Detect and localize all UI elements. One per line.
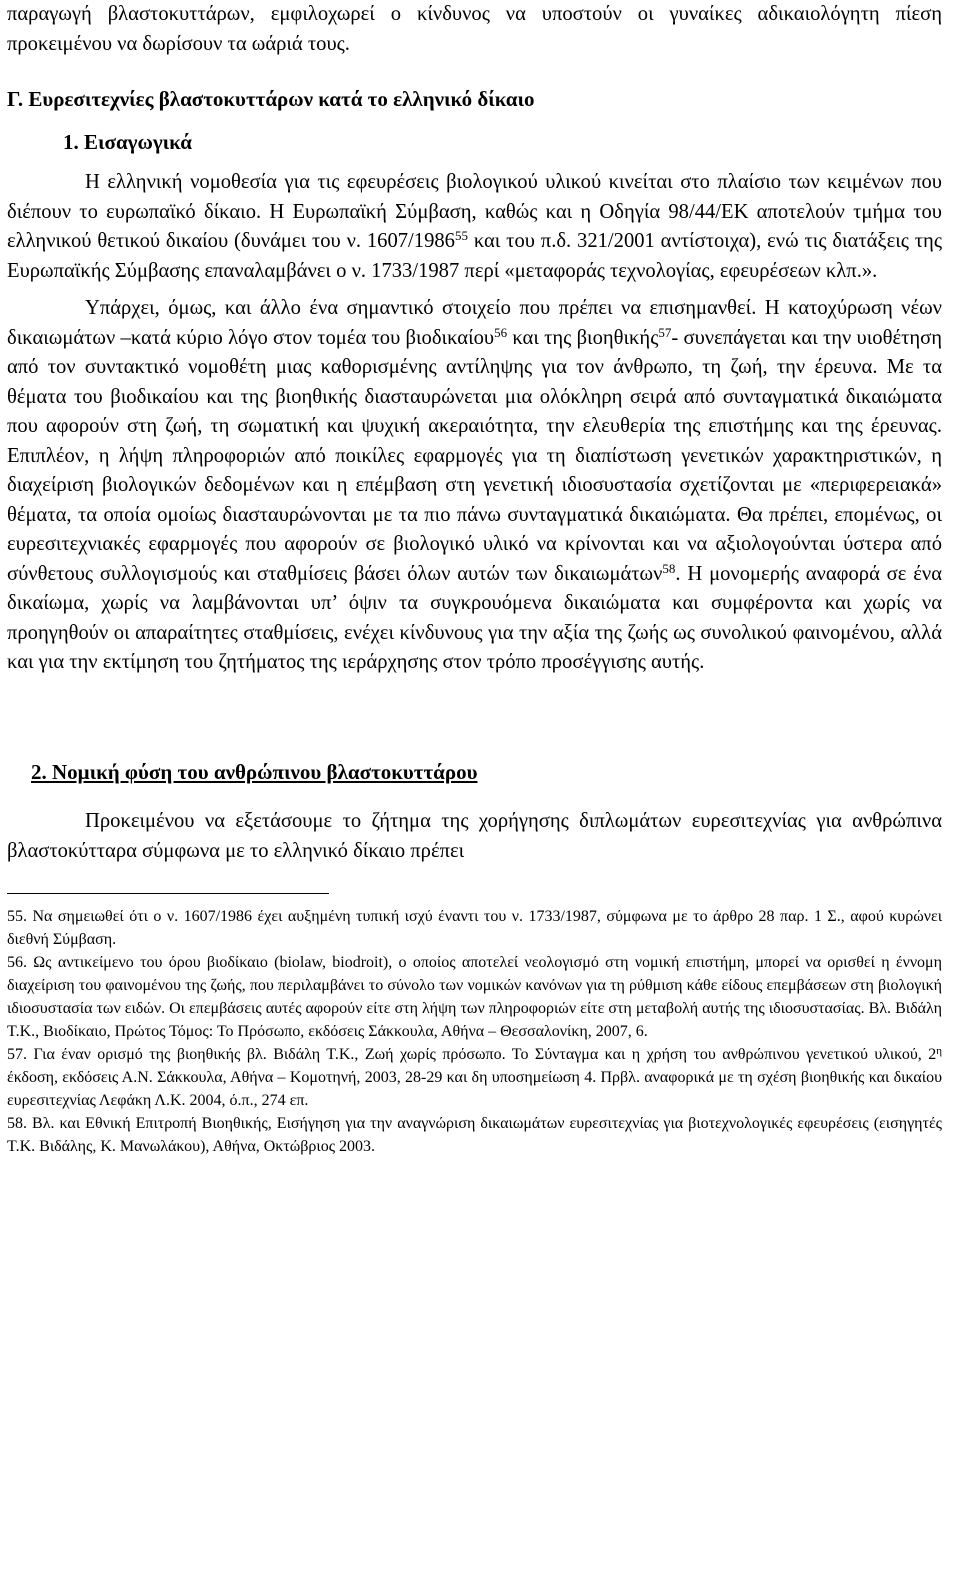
footnote-ref-56[interactable]: 56	[494, 324, 508, 340]
footnotes-section	[7, 905, 942, 1158]
paragraph-new-rights: Υπάρχει, όμως, και άλλο ένα σημαντικό στοιχείο που πρέπει να επισημανθεί. Η κατοχύρωση νέων δικαιωμάτων –κατά κύριο λόγο στον τομέα του βιοδικαίου$^{56}$ και της βιοηθικής$^{57}$- συνεπάγεται και την υιοθέτηση από τον συντακτικό νομοθέτη μιας καθορισμένης αντίληψης για τον άνθρωπο, τη ζωή, την έρευνα. Με τα θέματα του βιοδικαίου και της βιοηθικής διασταυρώνεται μια ολόκληρη σειρά από συνταγματικά δικαιώματα που αφορούν στη ζωή, τη σωματική και ψυχική ακεραιότητα, την ελευθερία της επιστήμης και της έρευνας. Επιπλέον, η λήψη πληροφοριών από ποικίλες εφαρμογές για τη διαπίστωση γενετικών χαρακτηριστικών, η διαχείριση βιολογικών δεδομένων και η επέμβαση στη γενετική ιδιοσυστασία σχετίζονται με «περιφερειακά» θέματα, τα οποία ομοίως διασταυρώνονται με τα πιο πάνω συνταγματικά δικαιώματα. Θα πρέπει, επομένως, οι ευρεσιτεχνιακές εφαρμογές που αφορούν σε βιολογικό υλικό να κρίνονται και να αξιολογούνται ύστερα από σύνθετους συλλογισμούς και σταθμίσεις βάσει όλων αυτών των δικαιωμάτων$^{58}$. Η μονομερής αναφορά σε ένα δικαίωμα, χωρίς να λαμβάνονται υπ’ όψιν τα συγκρουόμενα δικαιώματα και συμφέροντα και χωρίς να προηγηθούν οι απαραίτητες σταθμίσεις, ενέχει κίνδυνους για την αξία της ζωής ως συνολικού φαινομένου, αλλά και για την εκτίμηση του ζητήματος της ιεράρχησης στον τρόπο προσέγγισης αυτής.	[7, 297, 943, 673]
subsection-heading-legal-nature: 2. Νομική φύση του ανθρώπινου βλαστοκυττάρου	[31, 759, 478, 784]
paragraph-legislation: Η ελληνική νομοθεσία για τις εφευρέσεις βιολογικού υλικού κινείται στο πλαίσιο των κειμένων που διέπουν το ευρωπαϊκό δίκαιο. Η Ευρωπαϊκή Σύμβαση, καθώς και η Οδηγία 98/44/ΕΚ αποτελούν τμήμα του ελληνικού θετικού δικαίου (δυνάμει του ν. 1607/1986$^{55}$ και του π.δ. 321/2001 αντίστοιχα), ενώ τις διατάξεις της Ευρωπαϊκής Σύμβασης επαναλαμβάνει ο ν. 1733/1987 περί «μεταφοράς τεχνολογίας, εφευρέσεων κλπ.».	[7, 171, 942, 282]
document-page	[7, 0, 942, 1158]
footnote-ref-57[interactable]: 57	[658, 324, 672, 340]
footnote-55: 55. Να σημειωθεί ότι ο ν. 1607/1986 έχει αυξημένη τυπική ισχύ έναντι του ν. 1733/1987, σύμφωνα με το άρθρο 28 παρ. 1 Σ., αφού κυρώνει διεθνή Σύμβαση.	[7, 908, 942, 948]
footnote-57: 57. Για έναν ορισμό της βιοηθικής βλ. Βιδάλη Τ.Κ., Ζωή χωρίς πρόσωπο. Το Σύνταγμα και η χρήση του ανθρώπινου γενετικού υλικού, $2^\eta$ έκδοση, εκδόσεις Α.Ν. Σάκκουλα, Αθήνα – Κομοτηνή, 2003, 28-29 και δη υποσημείωση 4. Πρβλ. αναφορικά με τη σχέση βιοηθικής και δικαίου ευρεσιτεχνίας Λεφάκη Λ.Κ. 2004, ό.π., 274 επ.	[7, 1044, 942, 1109]
footnote-58: 58. Βλ. και Εθνική Επιτροπή Βιοηθικής, Εισήγηση για την αναγνώριση δικαιωμάτων ευρεσιτεχνίας για βιοτεχνολογικές εφευρέσεις (εισηγητές Τ.Κ. Βιδάλης, Κ. Μανωλάκου), Αθήνα, Οκτώβριος 2003.	[7, 1115, 942, 1155]
footnote-ref-55[interactable]: 55	[454, 228, 468, 244]
paragraph-examination: Προκειμένου να εξετάσουμε το ζήτημα της χορήγησης διπλωμάτων ευρεσιτεχνίας για ανθρώπινα βλαστοκύτταρα σύμφωνα με το ελληνικό δίκαιο πρέπει	[7, 810, 942, 862]
footnote-ref-58[interactable]: 58	[662, 560, 676, 576]
section-heading: Γ. Ευρεσιτεχνίες βλαστοκυττάρων κατά το ελληνικό δίκαιο	[7, 87, 535, 111]
intro-paragraph: παραγωγή βλαστοκυττάρων, εμφιλοχωρεί ο κίνδυνος να υποστούν οι γυναίκες αδικαιολόγητη πίεση προκειμένου να δωρίσουν τα ωάριά τους.	[7, 3, 942, 55]
footnote-separator	[7, 893, 329, 894]
subsection-heading-introduction: 1. Εισαγωγικά	[63, 129, 192, 154]
footnote-56: 56. Ως αντικείμενο του όρου βιοδίκαιο (biolaw, biodroit), ο οποίος αποτελεί νεολογισμό στη νομική επιστήμη, μπορεί να ορισθεί η έννομη διαχείριση του φαινομένου της ζωής, που περιλαμβάνει το σύνολο των νομικών κανόνων για τη ρύθμιση κάθε είδους επεμβάσεων στη βιολογική ιδιοσυστασία των ειδών. Οι επεμβάσεις αυτές αφορούν είτε στη λήψη των πληροφοριών είτε στη μεταβολή αυτής της ιδιοσυστασίας. Βλ. Βιδάλη Τ.Κ., Βιοδίκαιο, Πρώτος Τόμος: Το Πρόσωπο, εκδόσεις Σάκκουλα, Αθήνα – Θεσσαλονίκη, 2007, 6.	[7, 954, 942, 1040]
